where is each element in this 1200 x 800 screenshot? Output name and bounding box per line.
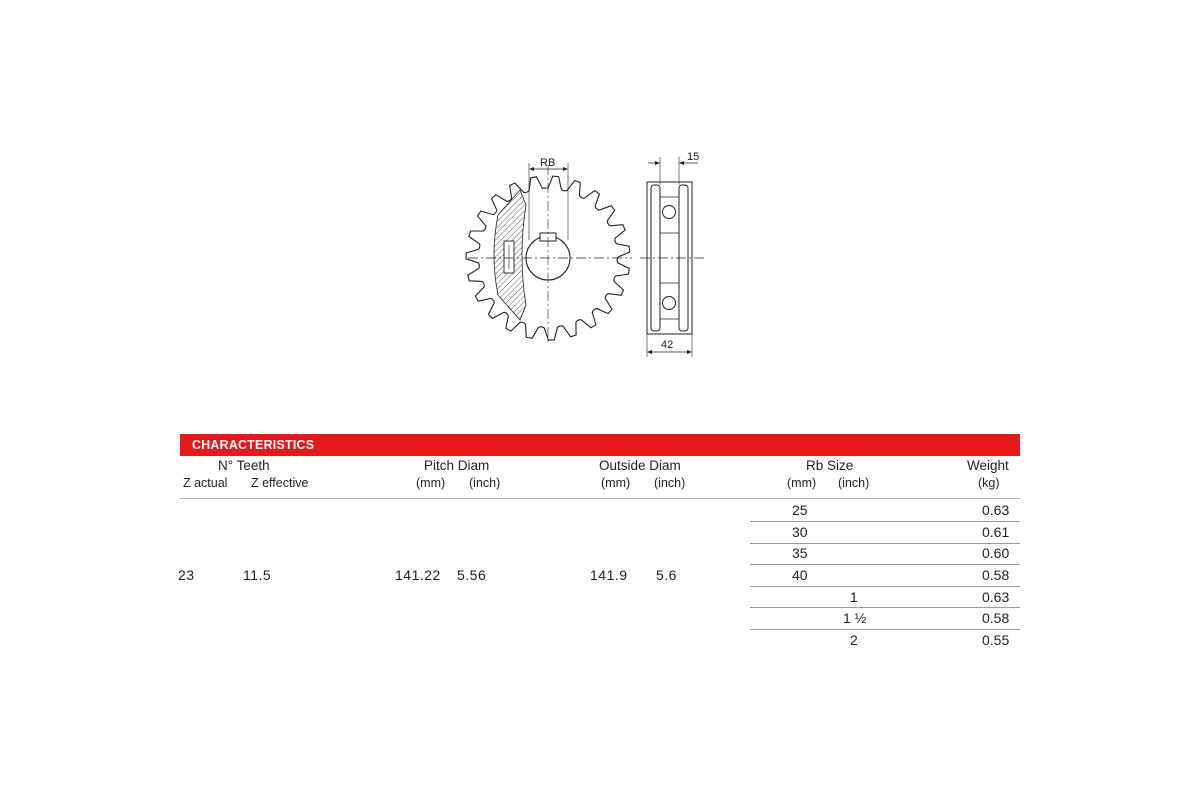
pitch-inch-header: (inch)	[469, 476, 501, 490]
rb-inch-cell: 1	[850, 589, 858, 605]
rb-inch-cell: 2	[850, 632, 858, 648]
pitch-diam-header: Pitch Diam	[424, 458, 490, 473]
outside-diam-header: Outside Diam	[599, 458, 681, 473]
row-divider	[750, 607, 1020, 608]
rb-mm-cell: 25	[792, 502, 808, 518]
z-effective-header: Z effective	[251, 476, 309, 490]
weight-cell: 0.60	[982, 545, 1010, 561]
weight-cell: 0.55	[982, 632, 1010, 648]
outside-inch-header: (inch)	[654, 476, 686, 490]
outside-mm-header: (mm)	[601, 476, 631, 490]
weight-header: Weight	[967, 458, 1009, 473]
z-actual-value: 23	[178, 567, 195, 583]
dim-42-label: 42	[661, 339, 674, 351]
rb-mm-cell: 40	[792, 567, 808, 583]
outside-inch-value: 5.6	[656, 567, 677, 583]
rb-size-header: Rb Size	[806, 458, 854, 473]
row-divider	[750, 586, 1020, 587]
row-divider	[750, 543, 1020, 544]
sprocket-front-view	[466, 157, 632, 345]
weight-cell: 0.63	[982, 589, 1010, 605]
header-rule	[180, 498, 1020, 499]
sprocket-drawing	[460, 145, 720, 360]
pitch-inch-value: 5.56	[457, 567, 487, 583]
row-divider	[750, 564, 1020, 565]
rb-mm-cell: 35	[792, 545, 808, 561]
row-divider	[750, 521, 1020, 522]
weight-cell: 0.63	[982, 502, 1010, 518]
rb-mm-cell: 30	[792, 524, 808, 540]
pitch-mm-value: 141.22	[395, 567, 441, 583]
characteristics-title: CHARACTERISTICS	[192, 437, 315, 452]
dim-rb-label: RB	[540, 157, 556, 169]
outside-mm-value: 141.9	[590, 567, 628, 583]
teeth-header: N° Teeth	[218, 458, 270, 473]
z-effective-value: 11.5	[243, 567, 272, 583]
weight-cell: 0.61	[982, 524, 1010, 540]
weight-cell: 0.58	[982, 567, 1010, 583]
rb-mm-header: (mm)	[787, 476, 817, 490]
dim-15-label: 15	[687, 151, 700, 163]
rb-inch-cell: 1 ½	[843, 610, 867, 626]
weight-unit-header: (kg)	[978, 476, 1000, 490]
pitch-mm-header: (mm)	[416, 476, 446, 490]
z-actual-header: Z actual	[183, 476, 228, 490]
sprocket-side-view	[640, 151, 705, 357]
rb-inch-header: (inch)	[838, 476, 870, 490]
weight-cell: 0.58	[982, 610, 1010, 626]
row-divider	[750, 629, 1020, 630]
